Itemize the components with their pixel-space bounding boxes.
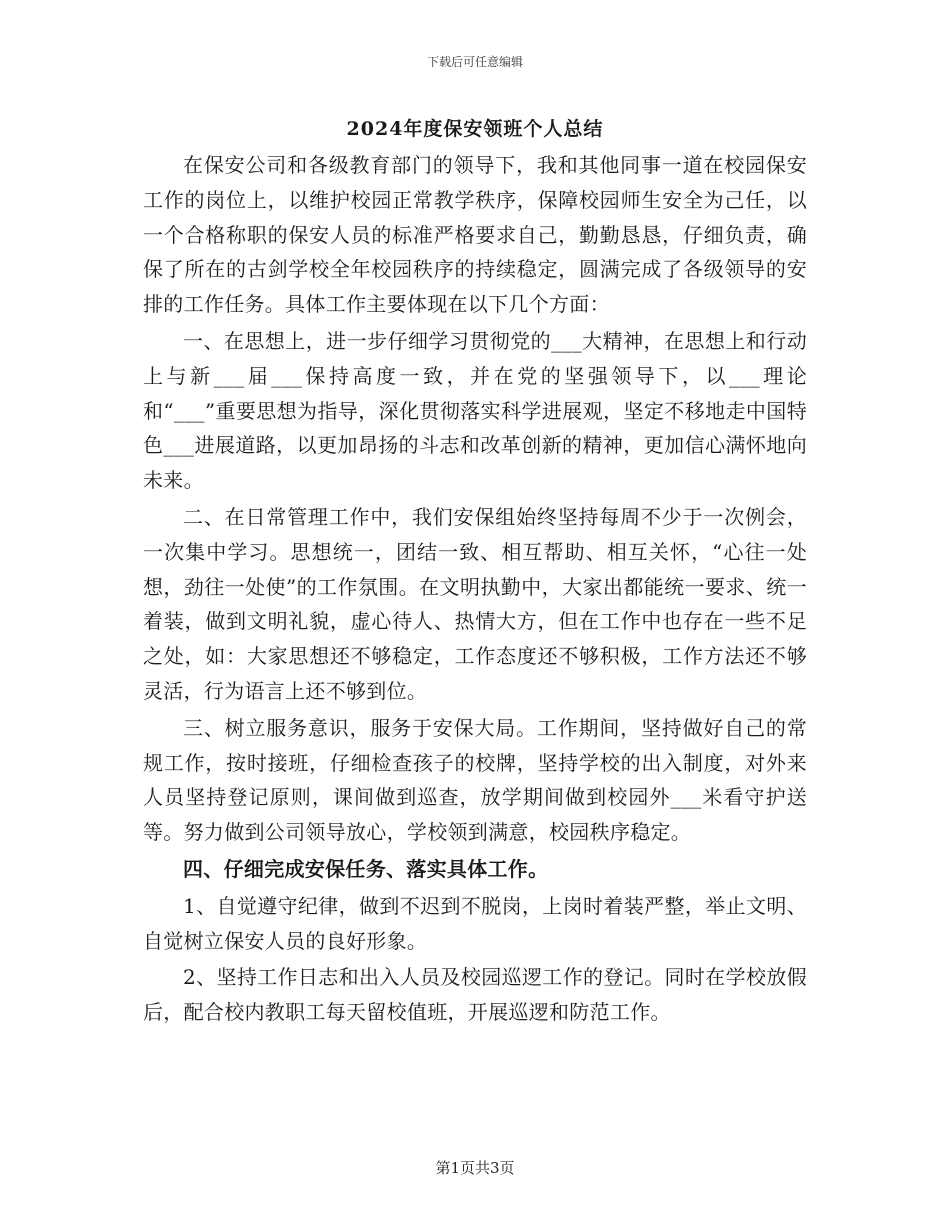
section-4-heading: 四、仔细完成安保任务、落实具体工作。 <box>183 856 549 881</box>
document-title: 2024年度保安领班个人总结 <box>346 118 604 140</box>
page-indicator: 第1页共3页 <box>435 1159 515 1177</box>
item-2-paragraph: 2、坚持工作日志和出入人员及校园巡逻工作的登记。同时在学校放假后，配合校内教职工每天留校值班，开展巡逻和防范工作。 <box>143 965 807 1025</box>
header-note: 下载后可任意编辑 <box>426 55 523 69</box>
intro-paragraph: 在保安公司和各级教育部门的领导下，我和其他同事一道在校园保安工作的岗位上，以维护校园正常教学秩序，保障校园师生安全为己任，以一个合格称职的保安人员的标准严格要求自己，勤勤恳恳，仔细负责，确保了所在的古剑学校全年校园秩序的持续稳定，圆满完成了各级领导的安排的工作任务。具体工作主要体现在以下几个方面： <box>143 153 807 317</box>
document-body <box>143 148 807 1030</box>
section-3-paragraph: 三、树立服务意识，服务于安保大局。工作期间，坚持做好自己的常规工作，按时接班，仔细检查孩子的校牌，坚持学校的出入制度，对外来人员坚持登记原则，课间做到巡查，放学期间做到校园外___米看守护送等。努力做到公司领导放心，学校领到满意，校园秩序稳定。 <box>143 715 807 845</box>
section-1-paragraph: 一、在思想上，进一步仔细学习贯彻党的___大精神，在思想上和行动上与新___届___保持高度一致，并在党的坚强领导下，以___理论和“___”重要思想为指导，深化贯彻落实科学进展观，坚定不移地走中国特色___进展道路，以更加昂扬的斗志和改革创新的精神，更加信心满怀地向未来。 <box>143 328 807 493</box>
item-1-paragraph: 1、自觉遵守纪律，做到不迟到不脱岗，上岗时着装严整，举止文明、自觉树立保安人员的良好形象。 <box>143 893 807 953</box>
section-2-paragraph: 二、在日常管理工作中，我们安保组始终坚持每周不少于一次例会，一次集中学习。思想统一，团结一致、相互帮助、相互关怀，“心往一处想，劲往一处使”的工作氛围。在文明执勤中，大家出都能统一要求、统一着装，做到文明礼貌，虚心待人、热情大方，但在工作中也存在一些不足之处，如：大家思想还不够稳定，工作态度还不够积极，工作方法还不够灵活，行为语言上还不够到位。 <box>143 504 807 703</box>
